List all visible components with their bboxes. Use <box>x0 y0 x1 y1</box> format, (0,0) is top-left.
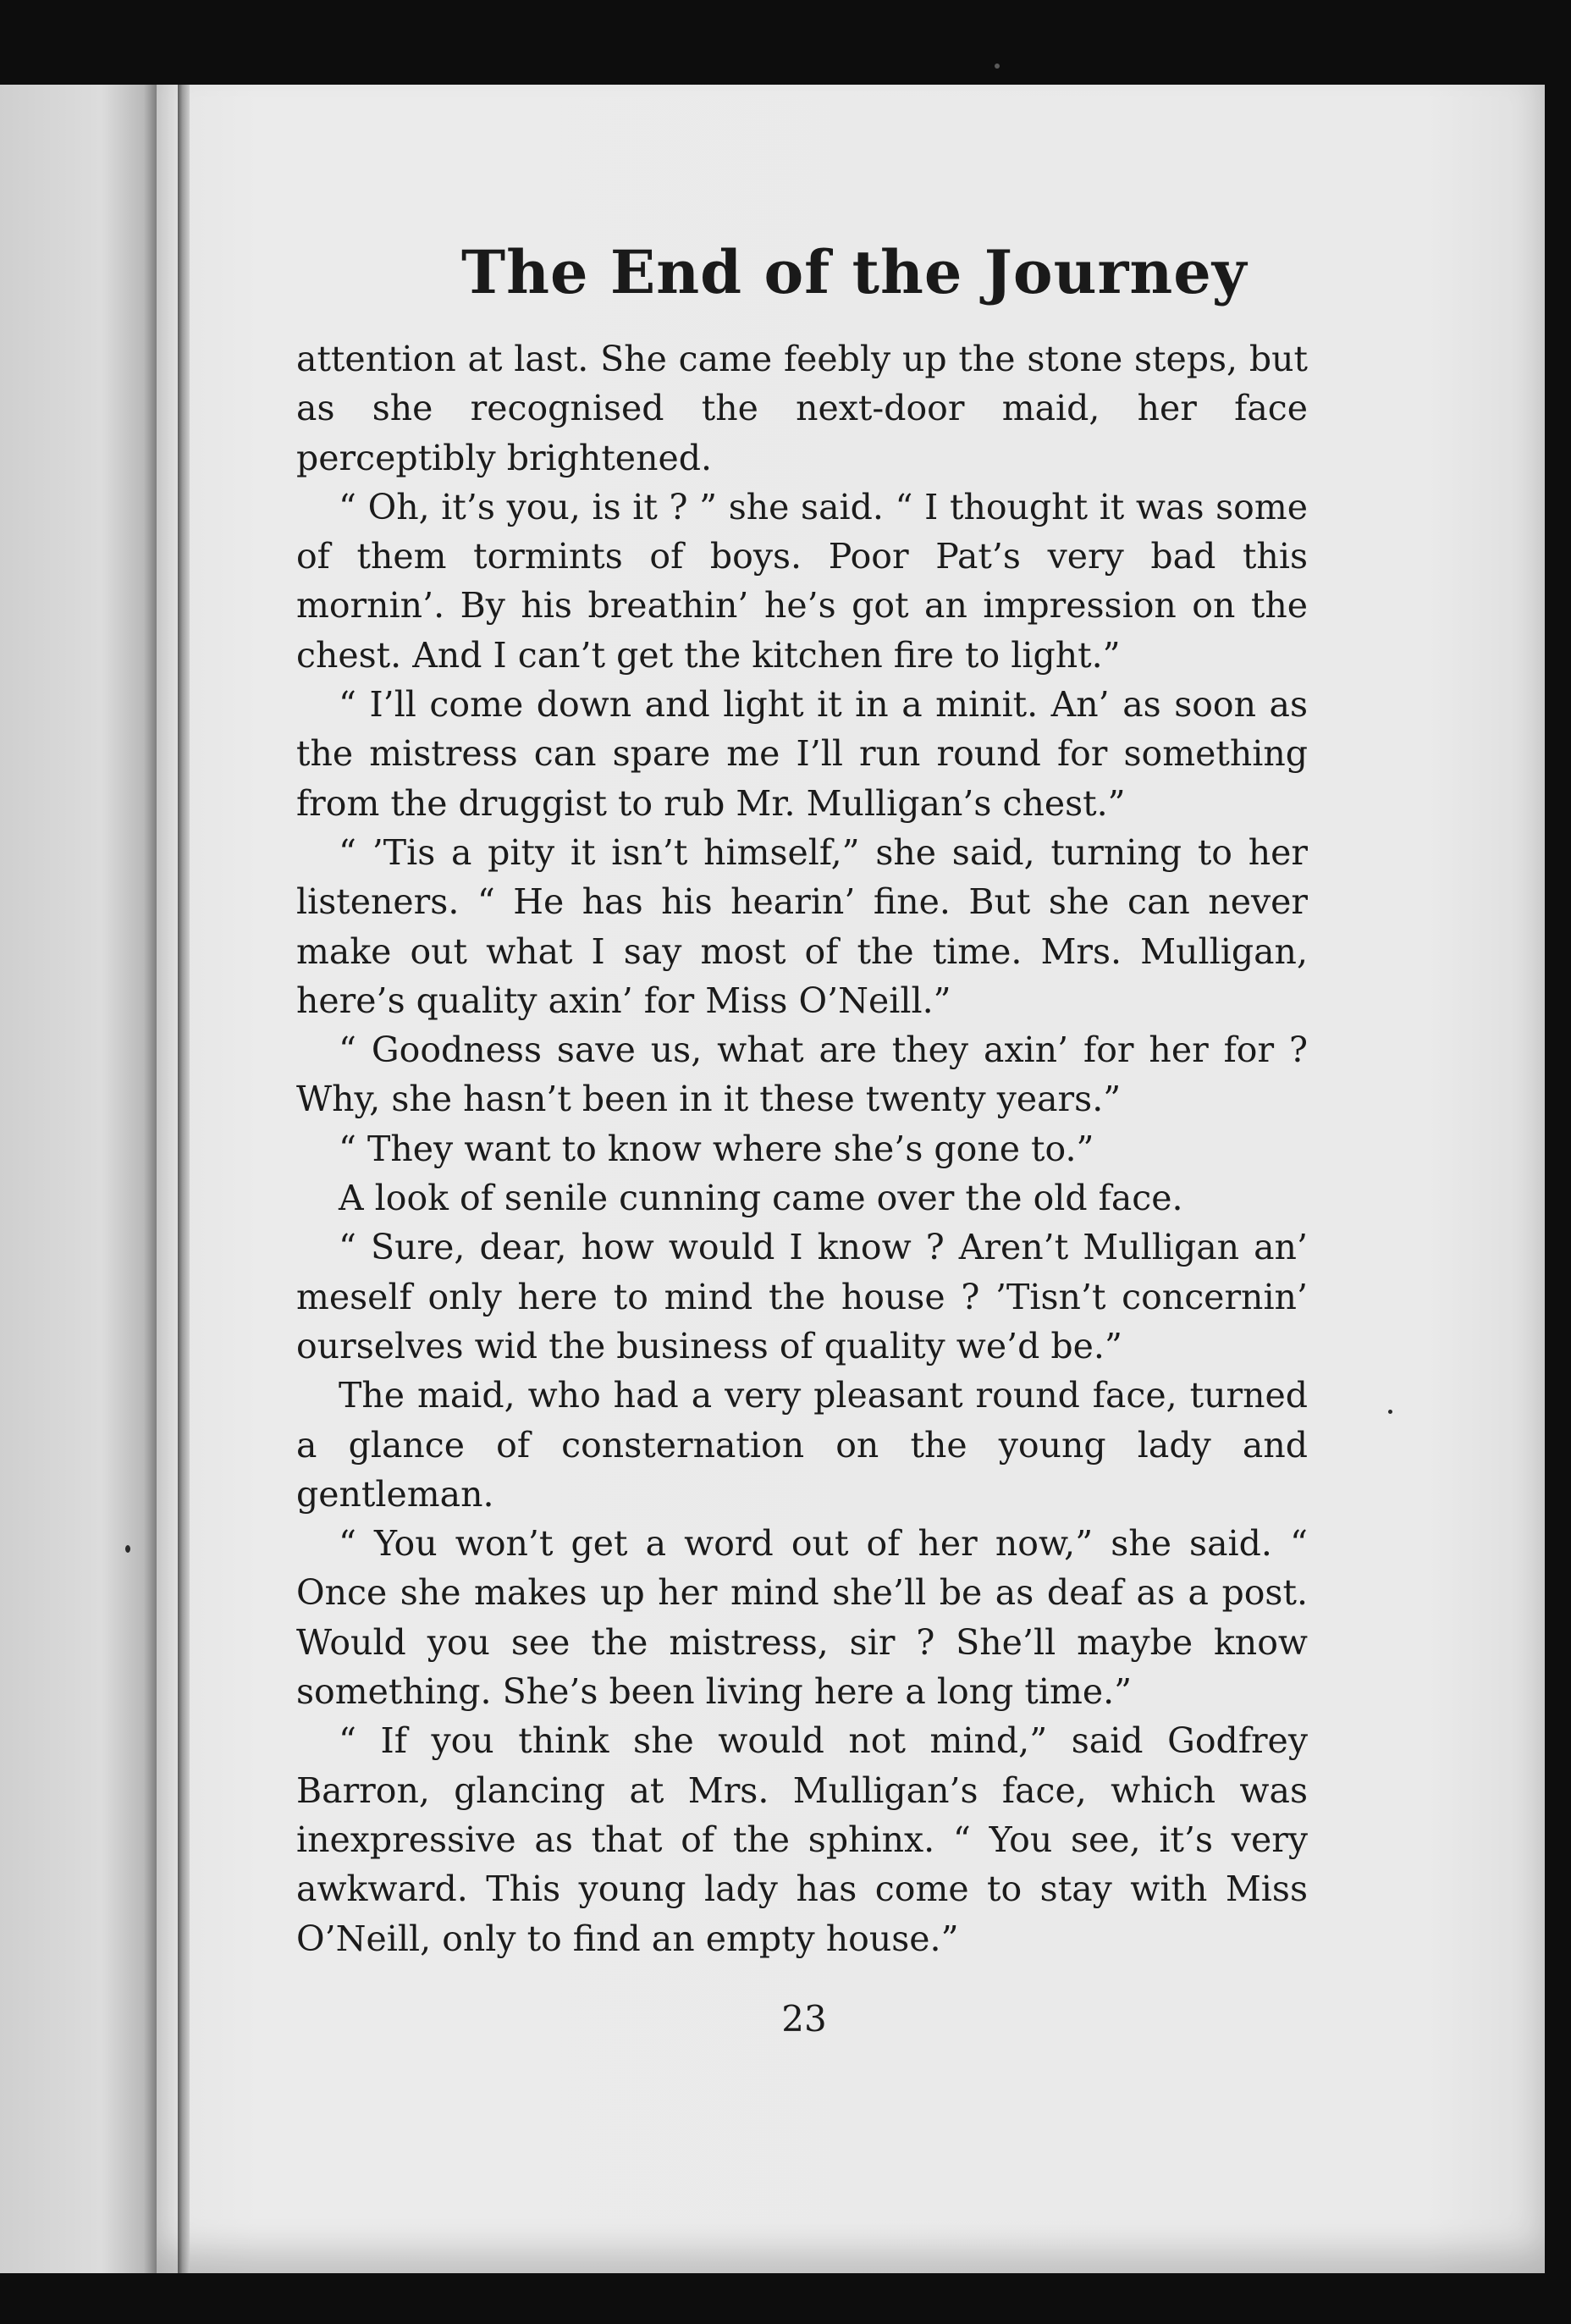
page-number: 23 <box>781 1998 827 2040</box>
paragraph: The maid, who had a very pleasant round face, turned a glance of consternation on the young lady and gentleman. <box>296 1375 1308 1515</box>
paragraph: “ Sure, dear, how would I know ? Aren’t Mulligan an’ meself only here to mind the house ? ’Tisn’t concernin’ ourselves wid the business of quality we’d be.” <box>296 1227 1308 1366</box>
paragraph: “ They want to know where she’s gone to.” <box>339 1128 1094 1169</box>
paragraph: “ ’Tis a pity it isn’t himself,” she said, turning to her listeners. “ He has his hearin’ fine. But she can never make out what I say most of the time. Mrs. Mulligan, here’s quality axin’ for Miss O’Neill.” <box>296 831 1308 1021</box>
paragraph: “ Goodness save us, what are they axin’ for her for ? Why, she hasn’t been in it these twenty years.” <box>296 1030 1308 1120</box>
scan-speck <box>1388 1410 1392 1414</box>
facing-page-edge <box>0 85 169 2273</box>
paragraph: A look of senile cunning came over the old face. <box>339 1178 1183 1219</box>
paragraph: “ If you think she would not mind,” said Godfrey Barron, glancing at Mrs. Mulligan’s face, which was inexpressive as that of the sphinx. “ You see, it’s very awkward. This young lady has come to stay with Miss O’Neill, only to find an empty house.” <box>296 1720 1308 1959</box>
paragraph: “ Oh, it’s you, is it ? ” she said. “ I thought it was some of them tormints of boys. Poor Pat’s very bad this mornin’. By his breathin’ he’s got an impression on the chest. And I can’t get the kitchen fire to light.” <box>296 486 1308 676</box>
binding-shadow <box>178 85 190 2273</box>
paragraph: “ I’ll come down and light it in a minit. An’ as soon as the mistress can spare me I’ll run round for something from the druggist to rub Mr. Mulligan’s chest.” <box>296 684 1308 824</box>
scan-speck <box>125 1545 130 1553</box>
running-head: The End of the Journey <box>461 237 1248 307</box>
paragraph: “ You won’t get a word out of her now,” she said. “ Once she makes up her mind she’ll be as deaf as a post. Would you see the mistress, sir ? She’ll maybe know something. She’s been living here a long time.” <box>296 1523 1308 1713</box>
scan-speck <box>995 63 1000 69</box>
paragraph: attention at last. She came feebly up the stone steps, but as she recognised the next-door maid, her face perceptibly brightened. <box>296 339 1308 478</box>
body-text <box>296 334 1308 1963</box>
